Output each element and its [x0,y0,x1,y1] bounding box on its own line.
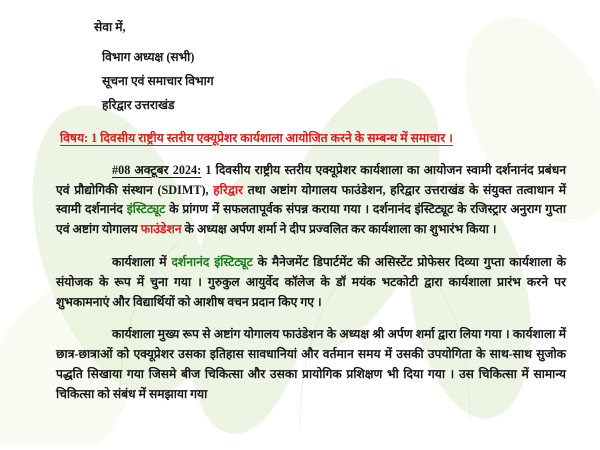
text-segment-4: इंस्टिट्यूट [126,202,166,217]
subject-line: विषय: 1 दिवसीय राष्ट्रीय स्तरीय एक्यूप्रेशर कार्यशाला आयोजित करने के सम्बन्ध में समाचार । [60,130,453,145]
text-segment-2: के मैनेजमेंट डिपार्टमेंट की असिस्टेंट प्रोफेसर दिव्या गुप्ता कार्यशाला के संयोजक के रूप में चुना गया । गुरुकुल आयुर्वेद कॉलेज के डॉ मयंक भटकोटी द्वारा कार्यशाला प्रारंभ करने पर शुभकामनाएं और विद्यार्थियों को आशीष वचन प्रदान किए गए । [56,254,566,309]
text-segment-5: के प्रांगण में सफलतापूर्वक संपन्न कराया गया । दर्शनानंद इंस्टिट्यूट के रजिस्ट्रार अनुराग गुप्ता एवं अष्टांग योगालय [56,202,566,237]
text-segment-0: कार्यशाला में [112,254,172,269]
text-segment-2: हरिद्वार [213,182,244,197]
text-segment-0: कार्यशाला मुख्य रूप से अष्टांग योगालय फाउंडेशन के अध्यक्ष श्री अर्पण शर्मा द्वारा लिया गया । कार्यशाला में छात्र-छात्राओं को एक्यूप्रेशर उसका इतिहास सावधानियां और वर्तमान समय में उसकी उपयोगिता के साथ-साथ सुजोक पद्धति सिखाया गया जिसमे बीज चिकित्सा और उसका प्रायोगिक प्रशिक्षण भी दिया गया । उस चिकित्सा में सामान्य चिकित्सा को संबंध में समझाया गया [56,327,566,401]
address-line-0: सेवा में, [94,20,126,34]
address-line-2: सूचना एवं समाचार विभाग [102,73,214,88]
address-line-1: विभाग अध्यक्ष (सभी) [102,49,195,64]
address-block [56,18,566,115]
paragraph-2 [56,253,566,312]
text-segment-1: दर्शनानंद इंस्टिट्यूट [171,254,253,269]
paragraph-3 [56,325,566,404]
text-segment-6: फाउंडेशन [140,222,182,237]
text-segment-1: 1 दिवसीय राष्ट्रीय स्तरीय एक्यूप्रेशर कार्यशाला का आयोजन स्वामी दर्शनानंद प्रबंधन एवं प्रौद्योगिकी संस्थान (SDIMT), [56,162,566,197]
text-segment-7: के अध्यक्ष अर्पण शर्मा ने दीप प्रज्वलित कर कार्यशाला का शुभारंभ किया । [181,222,497,237]
paragraph-1 [56,161,566,240]
text-segment-0: #08 अक्टूबर 2024: [112,162,202,177]
text-segment-3: तथा अष्टांग योगालय फाउंडेशन, हरिद्वार उत्तराखंड के संयुक्त तत्वाधान में स्वामी दर्शनानंद [56,182,566,217]
address-line-3: हरिद्वार उत्तराखंड [102,97,175,112]
